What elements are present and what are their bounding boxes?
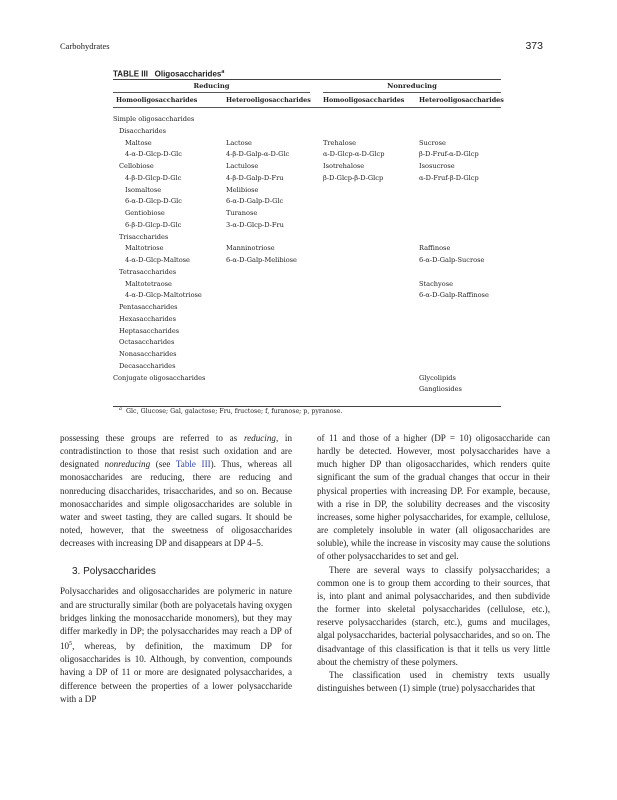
table-caption-label: TABLE III [113,69,148,79]
body-paragraph: The classification used in chemistry texts usually distinguishes between (1) simple (true) polysaccharides that [317,669,550,693]
table-cell: 4-α-D-Glcp-D-Glc [125,150,182,159]
left-column [60,432,292,706]
table-cell: 6-α-D-Galp-Sucrose [419,256,485,264]
table-cell: Decasaccharides [119,361,176,370]
emphasis-reducing: reducing [243,433,276,443]
text-run: possessing these groups are referred to as [60,433,244,443]
table-cell: Heptasaccharides [119,326,180,335]
table-row [113,337,501,348]
text-run: (see [150,459,176,470]
column-header: Heterooligosaccharides [226,96,311,104]
table-row [113,267,501,278]
table-row [113,232,501,243]
group-header-reducing: Reducing [193,82,230,90]
table-cell: Gentiobiose [125,209,165,217]
table-cell: Sucrose [419,138,446,147]
table-cell: Hexasaccharides [119,314,176,323]
table-cell: Nonasaccharides [119,350,177,358]
table-cell: 4-β-D-Galp-α-D-Glc [226,150,290,159]
table-cell: 6-β-D-Glcp-D-Glc [125,220,182,229]
table-row [113,173,501,184]
table-cell: 6-α-D-Galp-Melibiose [226,256,297,264]
column-header: Homooligosaccharides [323,96,405,104]
table-footnote-mark: a [119,406,122,412]
column-header: Homooligosaccharides [116,96,198,104]
table-cell: α-D-Glcp-α-D-Glcp [323,150,385,159]
superscript: 5 [69,641,73,648]
table-cell: 6-α-D-Galp-D-Glc [226,197,284,206]
table-body [113,108,501,406]
body-paragraph: of 11 and those of a higher (DP = 10) oligosaccharide can hardly be detected. However, most polysaccharides have a much higher DP than oligosaccharides, which renders quite significant the sum of the gradual changes that occur in their physical properties with increasing DP. For example, because, with a rise in DP, the solubility decreases and the viscosity increases, some higher polysaccharides, for example, cellulose, are completely insoluble in water (all oligosaccharides are soluble), while the increase in viscosity may cause the solutions of other polysaccharides to set and gel. [317,433,550,562]
table-caption-title: Oligosaccharides [154,69,222,79]
table-cell: Lactulose [226,162,259,170]
table-cell: Maltotriose [125,244,164,253]
table-footnote-text: Glc, Glucose; Gal, galactose; Fru, fructose; f, furanose; p, pyranose. [126,408,343,416]
table-row [113,220,501,231]
table-cell: Maltose [125,138,152,147]
table-column-header-row [113,93,504,107]
table-row [113,185,501,196]
table-cell: Trehalose [323,138,356,147]
oligosaccharides-table [113,66,504,407]
table-cell: α-D-Fruf-β-D-Glcp [419,173,479,182]
table-row [113,290,501,301]
body-paragraph: There are several ways to classify polysaccharides; a common one is to group them according to their sources, that is, into plant and animal polysaccharides, and then subdivide the former into skeletal polysaccharides (cellulose, etc.), reserve polysaccharides (starch, etc.), gums and mucilages, algal polysaccharides, bacterial polysaccharides, and so on. The disadvantage of this classification is that it tells us very little about the chemistry of these polymers. [317,564,550,667]
text-run: , whereas, by definition, the maximum DP for oligosaccharides is 10. Although, by convention, compounds having a DP of 11 or more are designated polysaccharides, a difference between the properties of a lower polysaccharide with a DP [60,641,292,704]
table-row [113,255,501,266]
table-cell: Tetrasaccharides [119,267,177,276]
section-heading: 3. Polysaccharides [72,566,156,578]
table-row [113,314,501,325]
body-paragraph [60,432,292,550]
table-cell: Gangliosides [419,385,462,394]
table-row [113,326,501,337]
table-cell: Disaccharides [119,126,167,135]
table-reference-link[interactable]: Table III [175,459,211,470]
table-row [113,243,501,254]
table-cell: Cellobiose [119,162,154,170]
table-row [113,302,501,313]
table-row [113,161,501,172]
page-number: 373 [525,40,543,52]
table-row [113,196,501,207]
table-caption-footnote-mark: a [221,69,225,75]
table-cell: Conjugate oligosaccharides [113,373,206,382]
table-cell: Simple oligosaccharides [113,115,195,123]
table-row [113,208,501,219]
table-cell: 6-α-D-Galp-Raffinose [419,291,489,300]
table-row [113,126,501,137]
table-row [113,361,501,372]
emphasis-nonreducing: nonreducing [104,459,151,470]
table-caption [113,66,501,79]
table-cell: Isotrehalose [323,162,365,170]
table-cell: Turanose [226,209,258,217]
table-row [113,138,501,149]
text-run: ). Thus, whereas all monosaccharides are reducing, there are reducing and nonreducing disaccharides, trisaccharides, and so on. Because monosaccharides and simple oligosaccharides are soluble in water and sweet tasting, they are called sugars. It should be noted, however, that the sweetness of oligosaccharides decreases with increasing DP and disappears at DP 4–5. [60,459,292,549]
table-cell: 4-α-D-Glcp-Maltotriose [125,291,202,300]
table-cell: β-D-Fruf-α-D-Glcp [419,150,479,159]
table-row [113,114,501,125]
table-cell: Trisaccharides [119,232,169,241]
table-group-header-row [113,80,501,93]
column-header: Heterooligosaccharides [419,96,504,104]
body-paragraph [60,585,292,705]
table-cell: Manninotriose [226,244,275,253]
table-cell: Stachyose [419,279,454,288]
table-cell: Isosucrose [419,162,455,170]
table-row [113,373,501,384]
text-run: Polysaccharides and oligosaccharides are polymeric in nature and are structurally similar (both are polyacetals having oxygen bridges linking the monosaccharide monomers), but they may differ markedly in DP; the polysaccharides may reach a DP of 10 [60,586,292,652]
table-row [113,279,501,290]
table-cell: 3-α-D-Glcp-D-Fru [226,220,284,229]
right-column [317,432,550,695]
table-cell: 4-α-D-Glcp-Maltose [125,256,190,264]
table-cell: 4-β-D-Galp-D-Fru [226,173,284,182]
text-run: , in contradistinction to those that resist such oxidation and are designated [60,433,293,470]
running-head: Carbohydrates [60,41,110,51]
table-cell: Octasaccharides [119,338,175,347]
table-cell: Pentasaccharides [119,303,178,311]
table-cell: Lactose [226,138,252,147]
group-header-nonreducing: Nonreducing [387,82,437,90]
table-cell: Melibiose [226,185,259,194]
table-cell: Glycolipids [419,373,456,382]
table-cell: Isomaltose [125,185,162,194]
table-row [113,149,501,160]
table-cell: Raffinose [419,244,451,253]
table-cell: β-D-Glcp-β-D-Glcp [323,173,384,182]
table-row [113,349,501,360]
table-row [113,384,501,395]
table-cell: 6-α-D-Glcp-D-Glc [125,197,182,206]
table-cell: Maltotetraose [125,279,172,288]
table-footnote [119,406,343,415]
table-cell: 4-β-D-Glcp-D-Glc [125,173,182,182]
